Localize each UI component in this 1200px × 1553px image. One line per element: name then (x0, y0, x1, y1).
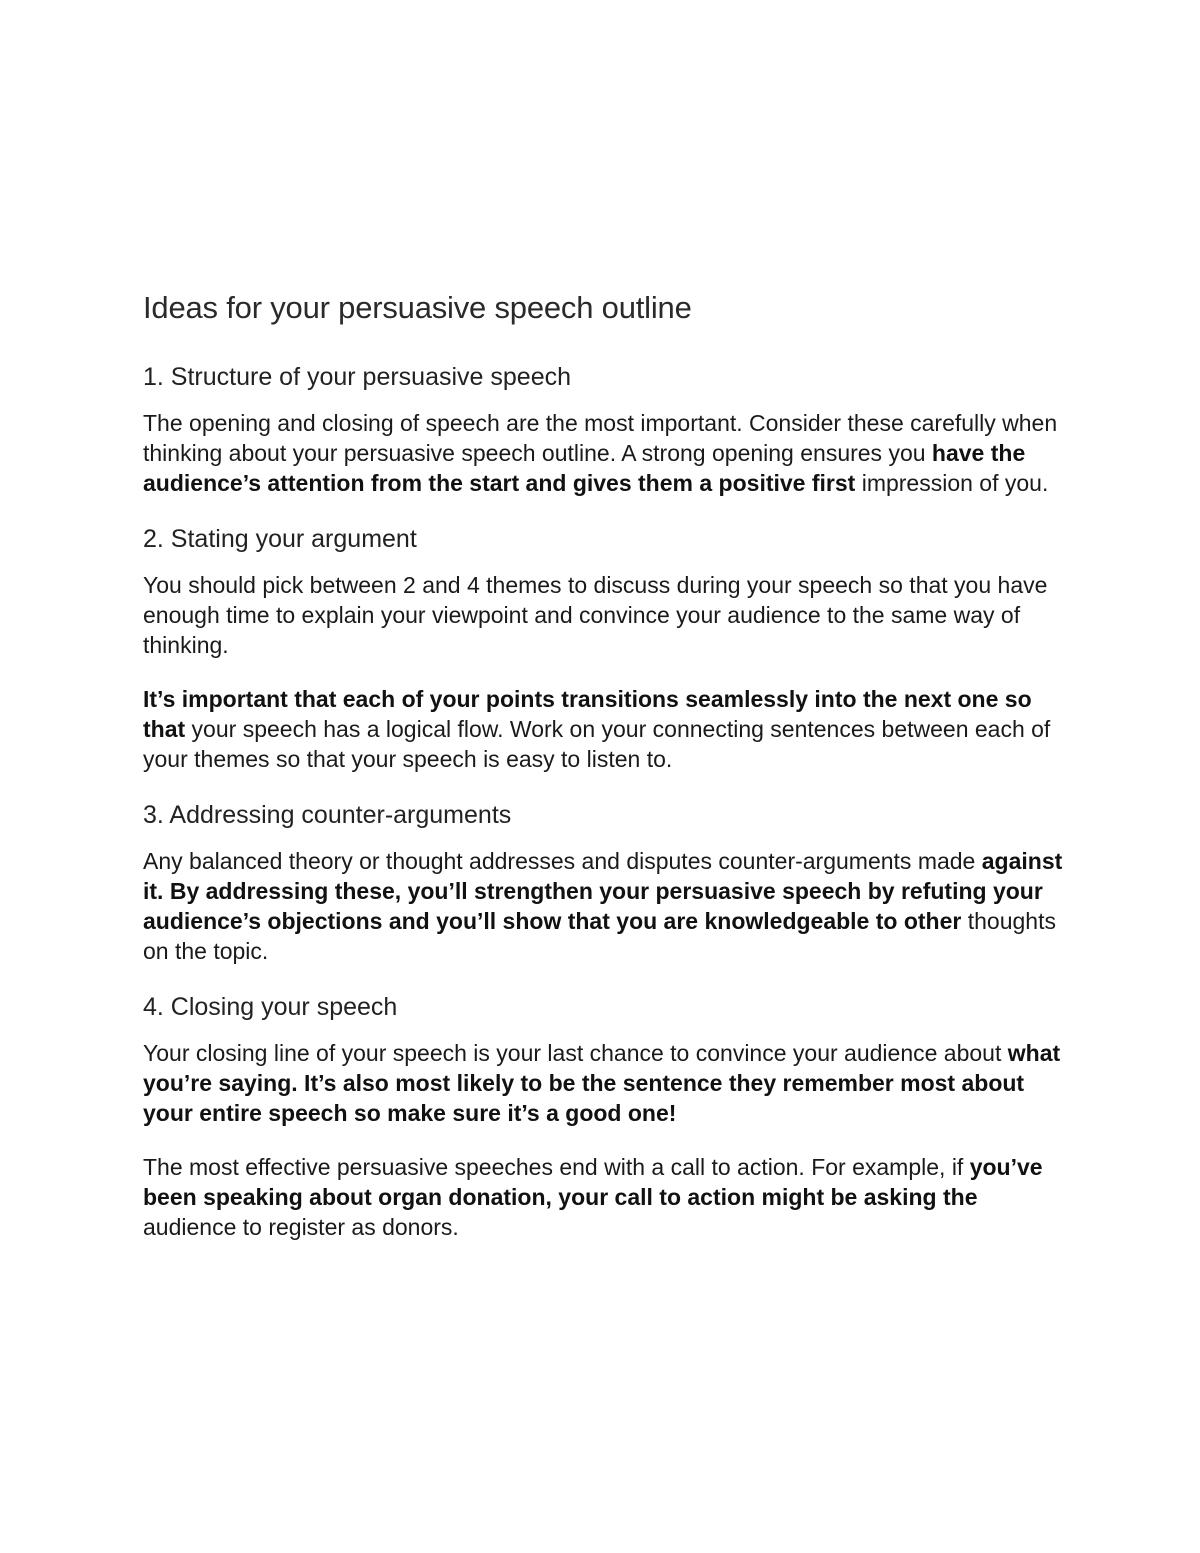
paragraph (143, 408, 1073, 498)
paragraph-tail-text: thoughts on the topic. (143, 908, 1056, 964)
paragraph (143, 1038, 1073, 1128)
document-title: Ideas for your persuasive speech outline (143, 290, 692, 325)
section-counter-arguments (143, 798, 1073, 966)
paragraph-text: Your closing line of your speech is your last chance to convince your audience about (143, 1040, 1008, 1066)
paragraph-text: You should pick between 2 and 4 themes to discuss during your speech so that you have enough time to explain your viewpoint and convince your audience to the same way of thinking. (143, 572, 1048, 658)
paragraph (143, 1152, 1073, 1242)
paragraph (143, 846, 1073, 966)
section-heading: 2. Stating your argument (143, 525, 417, 553)
paragraph-text: The most effective persuasive speeches end with a call to action. For example, if (143, 1154, 970, 1180)
paragraph-bold-text: you’ve been speaking about organ donation, your call to action might be asking the (143, 1154, 1043, 1210)
section-closing (143, 990, 1073, 1242)
document-content (143, 288, 1073, 1266)
section-heading: 4. Closing your speech (143, 993, 398, 1021)
section-structure (143, 360, 1073, 498)
paragraph-bold-text: have the audience’s attention from the start and gives them a positive first (143, 440, 1026, 496)
section-heading: 1. Structure of your persuasive speech (143, 363, 572, 391)
paragraph-text: Any balanced theory or thought addresses and disputes counter-arguments made (143, 848, 982, 874)
section-argument (143, 522, 1073, 774)
section-heading: 3. Addressing counter-arguments (143, 801, 512, 829)
paragraph-bold-text: what you’re saying. It’s also most likely to be the sentence they remember most about your entire speech so make sure it’s a good one! (143, 1040, 1061, 1126)
paragraph-tail-text: audience to register as donors. (143, 1214, 459, 1240)
paragraph-bold-text: It’s important that each of your points transitions seamlessly into the next one so that (143, 686, 1032, 742)
paragraph-tail-text: impression of you. (855, 470, 1049, 496)
paragraph-bold-text: against it. By addressing these, you’ll strengthen your persuasive speech by refuting your audience’s objections and you’ll show that you are knowledgeable to other (143, 848, 1063, 934)
paragraph (143, 684, 1073, 774)
paragraph (143, 570, 1073, 660)
paragraph-text: The opening and closing of speech are the most important. Consider these carefully when thinking about your persuasive speech outline. A strong opening ensures you (143, 410, 1058, 466)
paragraph-tail-text: your speech has a logical flow. Work on your connecting sentences between each of your themes so that your speech is easy to listen to. (143, 716, 1051, 772)
